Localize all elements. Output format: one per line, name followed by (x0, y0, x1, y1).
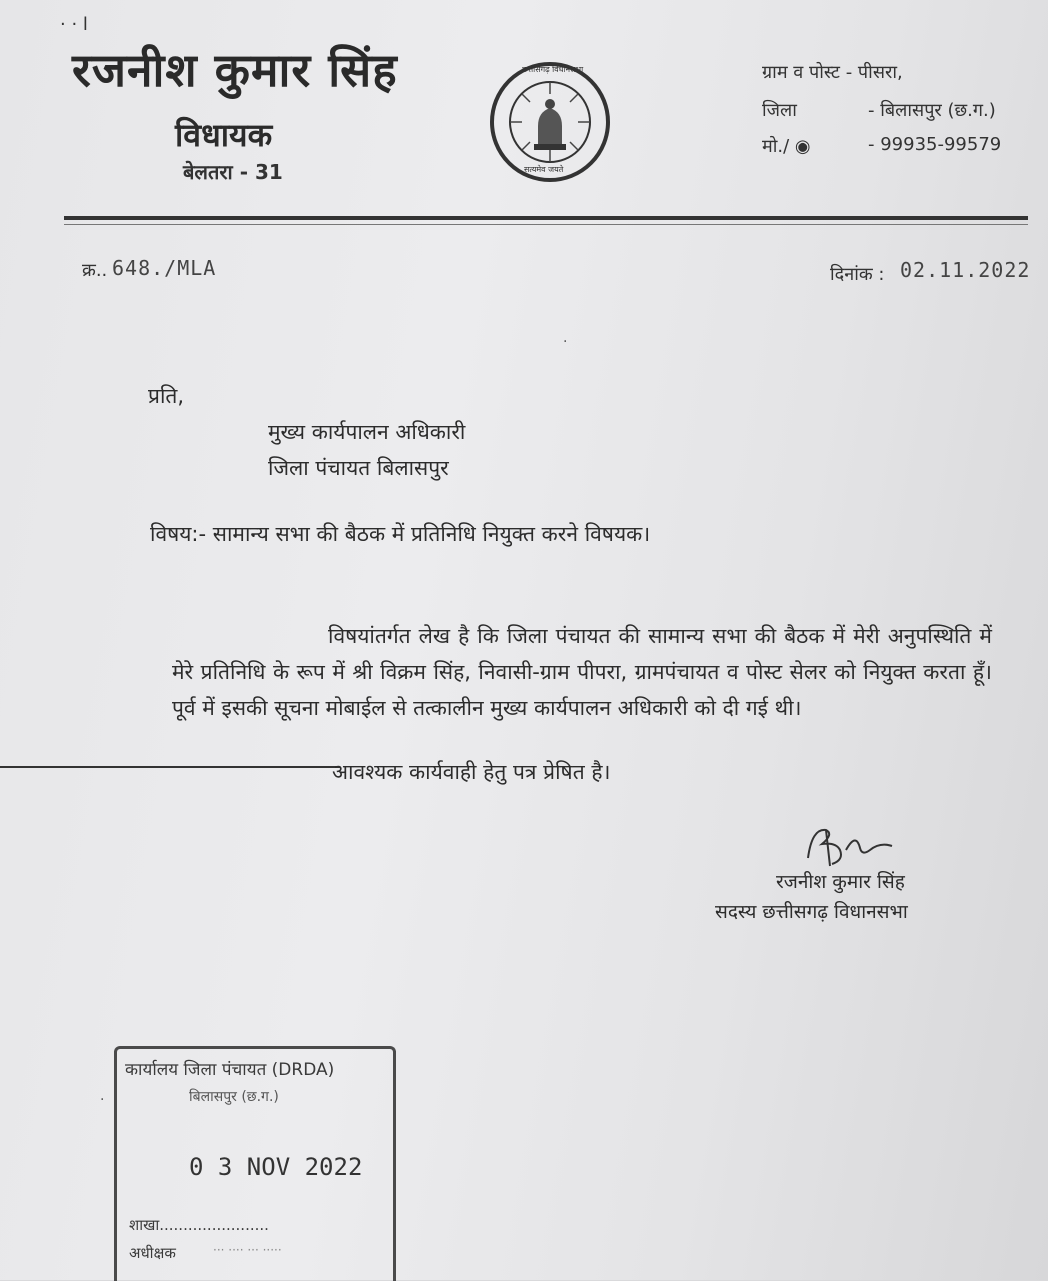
letterhead-constituency: बेलतरा - 31 (183, 160, 283, 184)
stamp-branch: शाखा....................... (129, 1216, 269, 1234)
salutation: प्रति, (148, 384, 185, 408)
stamp-officer-extra: ··· ···· ··· ····· (213, 1243, 282, 1257)
paper-dot: · (563, 334, 568, 350)
received-stamp (114, 1046, 396, 1281)
reference-number: 648./MLA (112, 256, 217, 280)
stamp-date: 0 3 NOV 2022 (189, 1153, 363, 1181)
letterhead-name: रजनीश कुमार सिंह (72, 43, 398, 97)
date-label: दिनांक : (830, 264, 885, 285)
address-district-value: - बिलासपुर (छ.ग.) (868, 100, 996, 121)
forward-line: आवश्यक कार्यवाही हेतु पत्र प्रेषित है। (332, 760, 611, 784)
date-value: 02.11.2022 (900, 258, 1031, 282)
corner-mark: · · l (60, 14, 88, 35)
body-paragraph: विषयांतर्गत लेख है कि जिला पंचायत की सामान्य सभा की बैठक में मेरी अनुपस्थिति में मेरे प्रतिनिधि के रूप में श्री विक्रम सिंह, निवासी-ग्राम पीपरा, ग्रामपंचायत व पोस्ट सेलर को नियुक्त करता हूँ। पूर्व में इसकी सूचना मोबाईल से तत्कालीन मुख्य कार्यपालन अधिकारी को दी गई थी। (172, 624, 992, 720)
header-rule-thin (64, 224, 1028, 225)
stamp-place: बिलासपुर (छ.ग.) (189, 1089, 279, 1105)
recipient-line-2: जिला पंचायत बिलासपुर (268, 456, 449, 480)
address-mobile-value: - 99935-99579 (868, 134, 1002, 155)
address-line-1: ग्राम व पोस्ट - पीसरा, (762, 62, 903, 83)
address-district-label: जिला (762, 100, 797, 121)
stamp-officer: अधीक्षक (129, 1244, 176, 1262)
scan-line (0, 766, 340, 768)
recipient-line-1: मुख्य कार्यपालन अधिकारी (268, 420, 466, 444)
assembly-emblem-icon (488, 60, 612, 184)
stamp-office: कार्यालय जिला पंचायत (DRDA) (125, 1060, 335, 1080)
reference-prefix: क्र.. (82, 260, 108, 281)
signatory-name: रजनीश कुमार सिंह (776, 871, 905, 893)
subject-line: विषय:- सामान्य सभा की बैठक में प्रतिनिधि नियुक्त करने विषयक। (150, 522, 651, 546)
emblem-motto: सत्यमेव जयते (524, 165, 564, 174)
signatory-title: सदस्य छत्तीसगढ़ विधानसभा (715, 901, 908, 923)
header-rule (64, 216, 1028, 220)
margin-dot: · (100, 1092, 105, 1108)
handwritten-signature (796, 820, 906, 870)
address-mobile-label: मो./ ◉ (762, 136, 811, 157)
emblem-text: छत्तीसगढ़ विधानसभा (522, 65, 584, 74)
letterhead-designation: विधायक (175, 116, 273, 154)
